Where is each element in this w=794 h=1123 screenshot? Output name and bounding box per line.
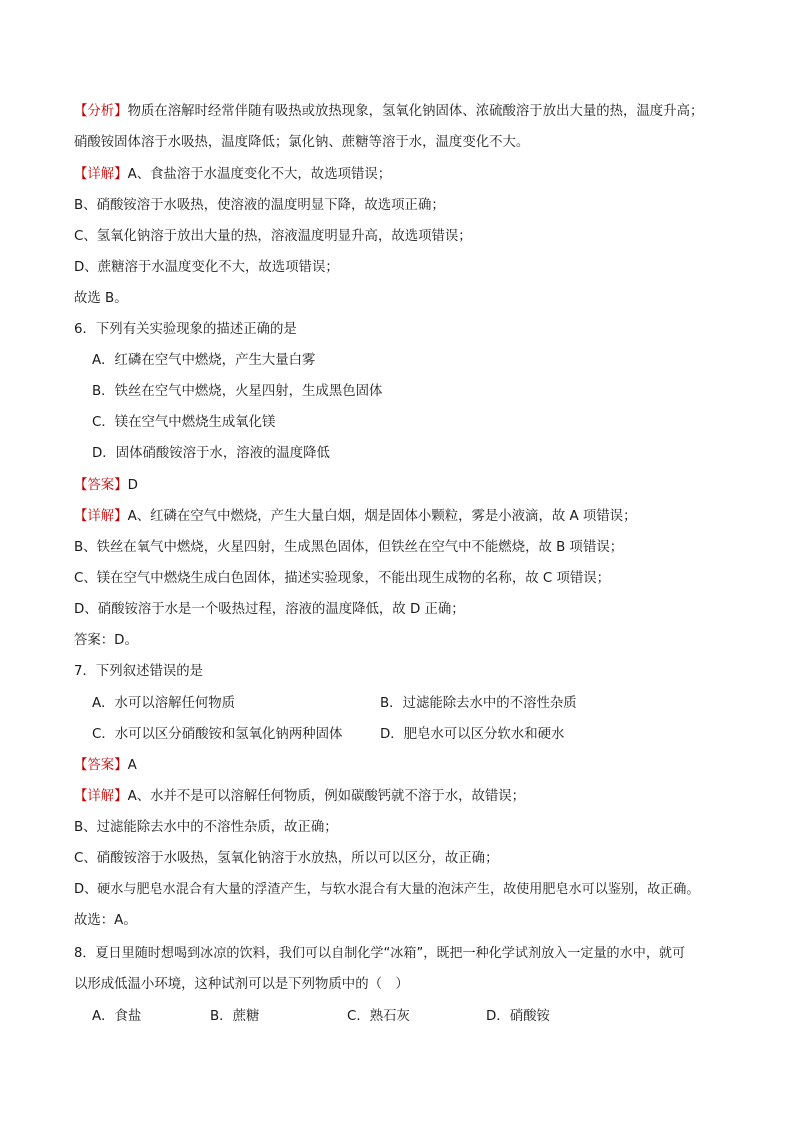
q8-option-d: D．硝酸铵 (486, 1009, 550, 1024)
q8-option-c: C．熟石灰 (347, 1009, 410, 1024)
q6-detail-line-3: C、镁在空气中燃烧生成白色固体，描述实验现象，不能出现生成物的名称，故 C 项错误； (74, 571, 611, 586)
analysis-line-2: 硝酸铵固体溶于水吸热，温度降低；氯化钠、蔗糖等溶于水，温度变化不大。 (74, 135, 530, 150)
analysis-text-1: 物质在溶解时经常伴随有吸热或放热现象，氢氧化钠固体、浓硫酸溶于放出大量的热，温度升高； (127, 104, 704, 119)
q5-detail-line-2: B、硝酸铵溶于水吸热，使溶液的温度明显下降，故选项正确； (74, 198, 445, 213)
q8-option-b: B．蔗糖 (210, 1009, 260, 1024)
q7-answer-line (74, 756, 137, 776)
q7-option-d: D．肥皂水可以区分软水和硬水 (380, 727, 565, 742)
detail-tag: 【详解】 (74, 167, 128, 182)
q7-option-c: C．水可以区分硝酸铵和氢氧化钠两种固体 (92, 727, 343, 742)
q8-stem-line-2: 以形成低温小环境，这种试剂可以是下列物质中的（ ） (74, 977, 409, 992)
q6-detail-line-2: B、铁丝在氧气中燃烧，火星四射，生成黑色固体，但铁丝在空气中不能燃烧，故 B 项错误； (74, 540, 624, 555)
q7-detail-line-1 (74, 787, 525, 807)
q6-detail-line-4: D、硝酸铵溶于水是一个吸热过程，溶液的温度降低，故 D 正确； (74, 602, 465, 617)
q6-detail-text-1: A、红磷在空气中燃烧，产生大量白烟，烟是固体小颗粒，雾是小液滴，故 A 项错误； (127, 509, 637, 524)
detail-tag: 【详解】 (74, 789, 128, 804)
q6-option-a: A．红磷在空气中燃烧，产生大量白雾 (92, 353, 316, 368)
q7-answer: A (127, 758, 137, 773)
analysis-tag: 【分析】 (74, 104, 128, 119)
q7-option-b: B．过滤能除去水中的不溶性杂质 (380, 696, 577, 711)
q6-stem: 6．下列有关实验现象的描述正确的是 (74, 322, 297, 337)
q5-detail-line-4: D、蔗糖溶于水温度变化不大，故选项错误； (74, 260, 339, 275)
q6-detail-line-1 (74, 507, 636, 527)
answer-tag: 【答案】 (74, 758, 128, 773)
q6-option-d: D．固体硝酸铵溶于水，溶液的温度降低 (92, 446, 330, 461)
q5-detail-line-3: C、氢氧化钠溶于放出大量的热，溶液温度明显升高，故选项错误； (74, 229, 472, 244)
q6-option-c: C．镁在空气中燃烧生成氧化镁 (92, 415, 276, 430)
q7-detail-text-1: A、水并不是可以溶解任何物质，例如碳酸钙就不溶于水，故错误； (127, 789, 526, 804)
analysis-line-1 (74, 102, 703, 122)
q8-option-a: A．食盐 (92, 1009, 142, 1024)
q5-conclusion: 故选 B。 (74, 291, 128, 306)
q5-detail-line-1 (74, 165, 391, 185)
q6-answer: D (127, 478, 138, 493)
q6-option-b: B．铁丝在空气中燃烧，火星四射，生成黑色固体 (92, 384, 383, 399)
answer-tag: 【答案】 (74, 478, 128, 493)
q7-conclusion: 故选：A。 (74, 913, 137, 928)
q6-answer-line (74, 476, 138, 496)
q6-conclusion: 答案：D。 (74, 633, 138, 648)
q7-stem: 7．下列叙述错误的是 (74, 664, 204, 679)
q7-option-a: A．水可以溶解任何物质 (92, 696, 236, 711)
q7-detail-line-3: C、硝酸铵溶于水吸热，氢氧化钠溶于水放热，所以可以区分，故正确； (74, 851, 499, 866)
q5-detail-text-1: A、食盐溶于水温度变化不大，故选项错误； (127, 167, 392, 182)
q8-stem-line-1: 8．夏日里随时想喝到冰凉的饮料，我们可以自制化学“冰箱”，既把一种化学试剂放入一定量的水中，就可 (74, 946, 686, 961)
q7-detail-line-2: B、过滤能除去水中的不溶性杂质，故正确； (74, 820, 338, 835)
detail-tag: 【详解】 (74, 509, 128, 524)
q7-detail-line-4: D、硬水与肥皂水混合有大量的浮渣产生，与软水混合有大量的泡沫产生，故使用肥皂水可以鉴别，故正确。 (74, 882, 700, 897)
